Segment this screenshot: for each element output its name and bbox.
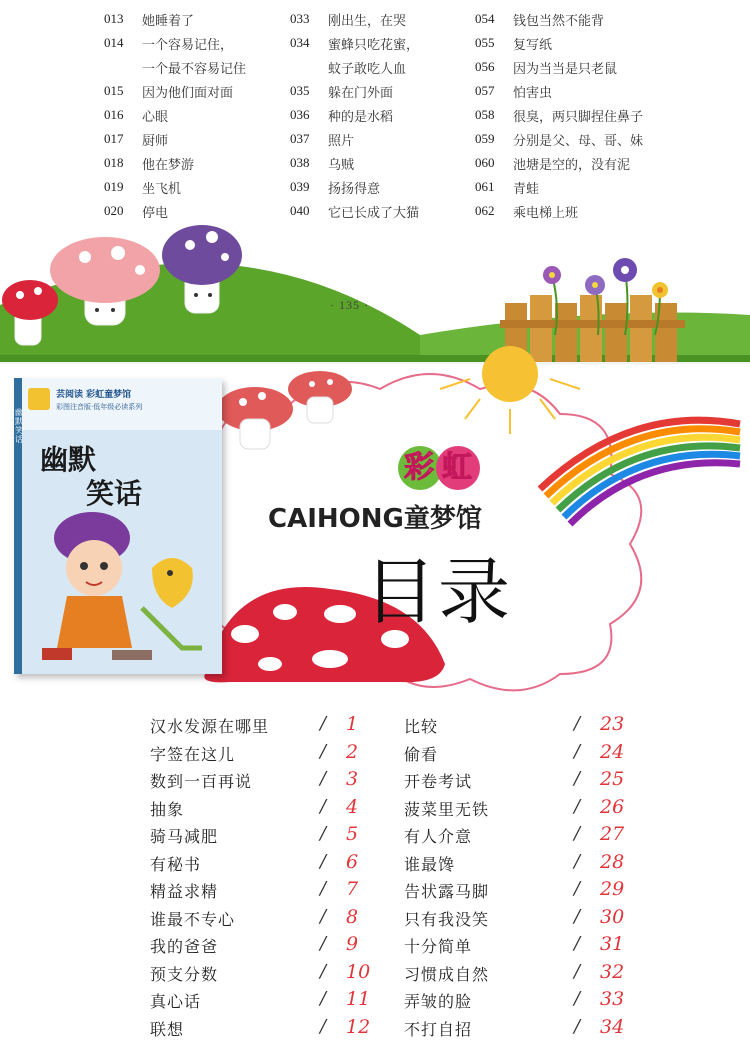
contents-entry-page: 28 — [600, 851, 624, 873]
toc-entry-number: 014 — [104, 35, 142, 51]
toc-entry-title: 蜜蜂只吃花蜜， — [328, 34, 530, 53]
toc-entry-number: 039 — [290, 179, 328, 195]
mushroom-red-top-icon — [217, 371, 352, 449]
contents-entry-page: 4 — [346, 796, 358, 818]
book-title: 幽默 笑话 — [40, 438, 96, 478]
contents-entry-title: 菠菜里无铁 — [404, 797, 489, 820]
contents-entry-title: 预支分数 — [150, 962, 218, 985]
toc-entry-number: 038 — [290, 155, 328, 171]
contents-row — [404, 986, 639, 1014]
toc-entry-title: 钱包当然不能背 — [513, 10, 715, 29]
toc-entry-title: 因为当当是只老鼠 — [513, 58, 715, 77]
contents-separator: / — [574, 961, 580, 982]
contents-row — [150, 931, 385, 959]
contents-separator: / — [320, 988, 326, 1009]
contents-row — [404, 711, 639, 739]
toc-row — [475, 7, 715, 31]
brand-name: CAIHONG童梦馆 — [268, 498, 482, 535]
contents-entry-title: 习惯成自然 — [404, 962, 489, 985]
contents-entry-title: 数到一百再说 — [150, 769, 252, 792]
contents-entry-title: 骑马减肥 — [150, 824, 218, 847]
contents-entry-title: 比较 — [404, 714, 438, 737]
contents-entry-page: 5 — [346, 823, 358, 845]
contents-separator: / — [320, 741, 326, 762]
toc-entry-number: 054 — [475, 11, 513, 27]
toc-entry-number: 018 — [104, 155, 142, 171]
toc-entry-number: 013 — [104, 11, 142, 27]
toc-entry-title: 照片 — [328, 130, 530, 149]
contents-row — [404, 821, 639, 849]
top-page — [0, 0, 750, 362]
toc-entry-title: 坐飞机 — [142, 178, 344, 197]
toc-entry-title: 他在梦游 — [142, 154, 344, 173]
contents-separator: / — [320, 906, 326, 927]
toc-entry-title: 很臭，两只脚捏住鼻子 — [513, 106, 715, 125]
contents-entry-page: 29 — [600, 878, 624, 900]
contents-row — [404, 904, 639, 932]
contents-row — [404, 959, 639, 987]
contents-separator: / — [320, 823, 326, 844]
toc-entry-title: 乌贼 — [328, 154, 530, 173]
contents-separator: / — [574, 933, 580, 954]
toc-entry-number: 019 — [104, 179, 142, 195]
contents-entry-page: 1 — [346, 713, 358, 735]
contents-row — [404, 739, 639, 767]
contents-row — [150, 739, 385, 767]
contents-entry-page: 2 — [346, 741, 358, 763]
contents-entry-page: 26 — [600, 796, 624, 818]
contents-entry-page: 27 — [600, 823, 624, 845]
contents-entry-title: 联想 — [150, 1017, 184, 1040]
contents-separator: / — [320, 878, 326, 899]
contents-entry-page: 6 — [346, 851, 358, 873]
contents-row — [404, 931, 639, 959]
publisher-logo-icon — [28, 388, 50, 410]
brand-logo — [398, 446, 480, 490]
contents-entry-title: 谁最不专心 — [150, 907, 235, 930]
toc-entry-number: 035 — [290, 83, 328, 99]
toc-row — [475, 175, 715, 199]
toc-entry-number: 056 — [475, 59, 513, 75]
toc-entry-number: 040 — [290, 203, 328, 219]
toc-entry-title: 它已长成了大猫 — [328, 202, 530, 221]
book-series-banner — [22, 378, 222, 430]
contents-separator: / — [574, 713, 580, 734]
contents-entry-title: 有秘书 — [150, 852, 201, 875]
contents-separator: / — [574, 1016, 580, 1037]
contents-separator: / — [320, 933, 326, 954]
book-cover — [14, 378, 222, 674]
contents-entry-page: 23 — [600, 713, 624, 735]
contents-entry-title: 只有我没笑 — [404, 907, 489, 930]
contents-entry-page: 34 — [600, 1016, 624, 1038]
toc-entry-number: 020 — [104, 203, 142, 219]
contents-entry-page: 8 — [346, 906, 358, 928]
toc-entry-title: 因为他们面对面 — [142, 82, 344, 101]
contents-entry-title: 弄皱的脸 — [404, 989, 472, 1012]
page-number: · 135 · — [330, 298, 369, 313]
contents-entry-title: 字签在这儿 — [150, 742, 235, 765]
toc-entry-title: 一个容易记住， — [142, 34, 344, 53]
contents-entry-page: 12 — [346, 1016, 370, 1038]
toc-entry-title: 一个最不容易记住 — [142, 58, 344, 77]
toc-entry-number: 034 — [290, 35, 328, 51]
toc-entry-title: 躲在门外面 — [328, 82, 530, 101]
contents-entry-title: 真心话 — [150, 989, 201, 1012]
contents-separator: / — [320, 1016, 326, 1037]
contents-row — [404, 794, 639, 822]
toc-entry-title: 种的是水稻 — [328, 106, 530, 125]
contents-entry-title: 不打自招 — [404, 1017, 472, 1040]
toc-entry-title: 复写纸 — [513, 34, 715, 53]
contents-separator: / — [320, 851, 326, 872]
contents-row — [150, 849, 385, 877]
toc-entry-number: 059 — [475, 131, 513, 147]
contents-entry-title: 我的爸爸 — [150, 934, 218, 957]
contents-row — [150, 711, 385, 739]
toc-entry-title: 乘电梯上班 — [513, 202, 715, 221]
contents-entry-page: 25 — [600, 768, 624, 790]
contents-separator: / — [574, 741, 580, 762]
contents-entry-page: 33 — [600, 988, 624, 1010]
contents-row — [404, 876, 639, 904]
girl-and-dragon-illustration — [22, 498, 222, 674]
toc-row — [475, 127, 715, 151]
contents-list-left — [150, 711, 385, 1041]
contents-row — [150, 794, 385, 822]
toc-entry-number: 060 — [475, 155, 513, 171]
toc-row — [475, 151, 715, 175]
contents-entry-title: 开卷考试 — [404, 769, 472, 792]
toc-entry-title: 她睡着了 — [142, 10, 344, 29]
contents-entry-title: 谁最馋 — [404, 852, 455, 875]
contents-row — [150, 1014, 385, 1041]
contents-entry-title: 有人介意 — [404, 824, 472, 847]
contents-entry-page: 32 — [600, 961, 624, 983]
toc-entry-title: 怕害虫 — [513, 82, 715, 101]
toc-entry-number: 057 — [475, 83, 513, 99]
toc-row — [475, 103, 715, 127]
rainbow-icon — [540, 420, 740, 524]
contents-separator: / — [574, 878, 580, 899]
toc-entry-number: 033 — [290, 11, 328, 27]
contents-row — [150, 766, 385, 794]
toc-entry-title: 青蛙 — [513, 178, 715, 197]
toc-entry-title: 心眼 — [142, 106, 344, 125]
toc-entry-number: 016 — [104, 107, 142, 123]
contents-entry-page: 31 — [600, 933, 624, 955]
toc-entry-title: 厨师 — [142, 130, 344, 149]
contents-entry-page: 3 — [346, 768, 358, 790]
toc-entry-number: 017 — [104, 131, 142, 147]
contents-entry-title: 十分简单 — [404, 934, 472, 957]
contents-entry-page: 30 — [600, 906, 624, 928]
contents-separator: / — [320, 796, 326, 817]
contents-separator: / — [574, 823, 580, 844]
contents-separator: / — [320, 961, 326, 982]
toc-entry-title: 刚出生，在哭 — [328, 10, 530, 29]
toc-entry-number: 062 — [475, 203, 513, 219]
toc-entry-title: 分别是父、母、哥、妹 — [513, 130, 715, 149]
contents-entry-page: 10 — [346, 961, 370, 983]
toc-row — [475, 55, 715, 79]
toc-entry-number: 055 — [475, 35, 513, 51]
contents-separator: / — [574, 988, 580, 1009]
contents-entry-title: 告状露马脚 — [404, 879, 489, 902]
contents-entry-page: 9 — [346, 933, 358, 955]
toc-row — [475, 31, 715, 55]
contents-row — [150, 959, 385, 987]
contents-entry-page: 24 — [600, 741, 624, 763]
contents-separator: / — [574, 796, 580, 817]
contents-separator: / — [574, 768, 580, 789]
toc-entry-number: 061 — [475, 179, 513, 195]
contents-entry-page: 11 — [346, 988, 370, 1010]
contents-separator: / — [574, 851, 580, 872]
toc-entry-title: 池塘是空的，没有泥 — [513, 154, 715, 173]
toc-entry-title: 停电 — [142, 202, 344, 221]
brand-logo-char-1: 彩 — [398, 446, 442, 490]
contents-row — [404, 849, 639, 877]
contents-list-right — [404, 711, 639, 1041]
book-series-text: 芸阅读 彩虹童梦馆 彩图注音版·低年级必读系列 — [56, 387, 142, 412]
contents-row — [150, 986, 385, 1014]
contents-row — [150, 821, 385, 849]
contents-page — [0, 364, 750, 1028]
contents-row — [150, 904, 385, 932]
toc-entry-number: 036 — [290, 107, 328, 123]
book-spine-title: 幽默笑话 — [15, 408, 23, 444]
toc-entry-title: 蚊子敢吃人血 — [328, 58, 530, 77]
contents-row — [404, 1014, 639, 1041]
contents-separator: / — [574, 906, 580, 927]
toc-entry-number: 058 — [475, 107, 513, 123]
contents-entry-page: 7 — [346, 878, 358, 900]
brand-logo-char-2: 虹 — [436, 446, 480, 490]
contents-row — [150, 876, 385, 904]
toc-entry-number: 015 — [104, 83, 142, 99]
contents-entry-title: 抽象 — [150, 797, 184, 820]
contents-entry-title: 偷看 — [404, 742, 438, 765]
contents-separator: / — [320, 713, 326, 734]
contents-separator: / — [320, 768, 326, 789]
toc-entry-title: 扬扬得意 — [328, 178, 530, 197]
contents-row — [404, 766, 639, 794]
toc-column-3 — [475, 7, 715, 223]
contents-entry-title: 精益求精 — [150, 879, 218, 902]
toc-row — [475, 79, 715, 103]
contents-heading: 目录 — [364, 534, 512, 638]
contents-entry-title: 汉水发源在哪里 — [150, 714, 269, 737]
toc-entry-number: 037 — [290, 131, 328, 147]
meadow-illustration — [0, 215, 750, 362]
